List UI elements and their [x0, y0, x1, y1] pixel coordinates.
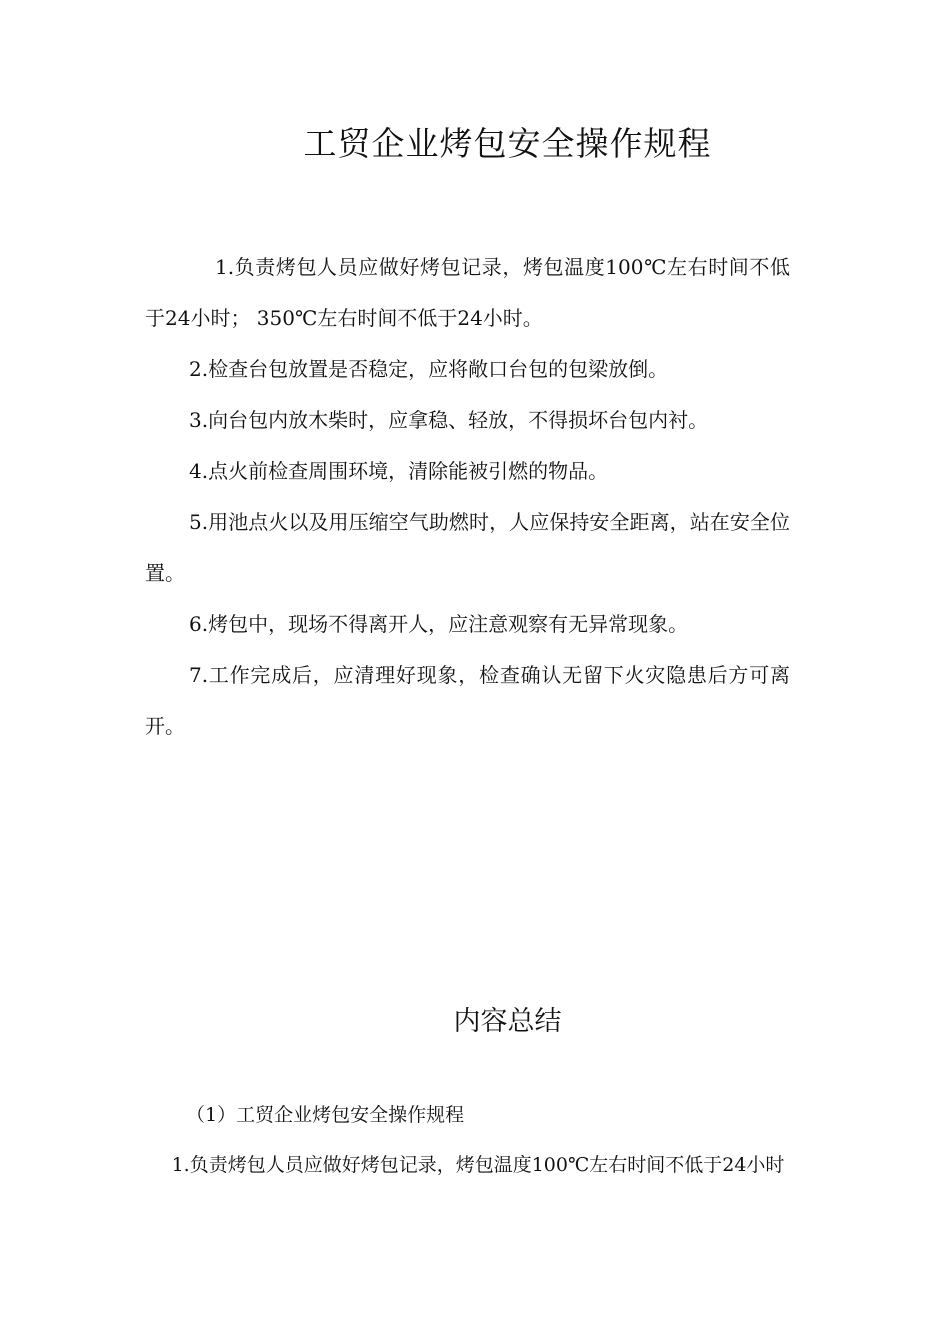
document-body — [145, 242, 790, 752]
paragraph-4: 4.点火前检查周围环境，清除能被引燃的物品。 — [189, 459, 609, 483]
paragraph-2: 2.检查台包放置是否稳定，应将敞口台包的包梁放倒。 — [189, 357, 669, 381]
summary-heading: 内容总结 — [453, 1006, 562, 1037]
paragraph-5: 5.用池点火以及用压缩空气助燃时，人应保持安全距离，站在安全位置。 — [145, 510, 790, 585]
document-title: 工贸企业烤包安全操作规程 — [303, 124, 712, 163]
paragraph-3: 3.向台包内放木柴时，应拿稳、轻放，不得损坏台包内衬。 — [189, 408, 709, 432]
paragraph-6: 6.烤包中，现场不得离开人，应注意观察有无异常现象。 — [189, 612, 689, 636]
summary-subheading: （1）工贸企业烤包安全操作规程 — [186, 1104, 465, 1126]
paragraph-1: 1.负责烤包人员应做好烤包记录，烤包温度100℃左右时间不低于24小时； 350℃左右时间不低于24小时。 — [145, 255, 790, 330]
paragraph-7: 7.工作完成后，应清理好现象，检查确认无留下火灾隐患后方可离开。 — [145, 663, 790, 738]
summary-text: 1.负责烤包人员应做好烤包记录，烤包温度100℃左右时间不低于24小时 — [171, 1154, 785, 1176]
